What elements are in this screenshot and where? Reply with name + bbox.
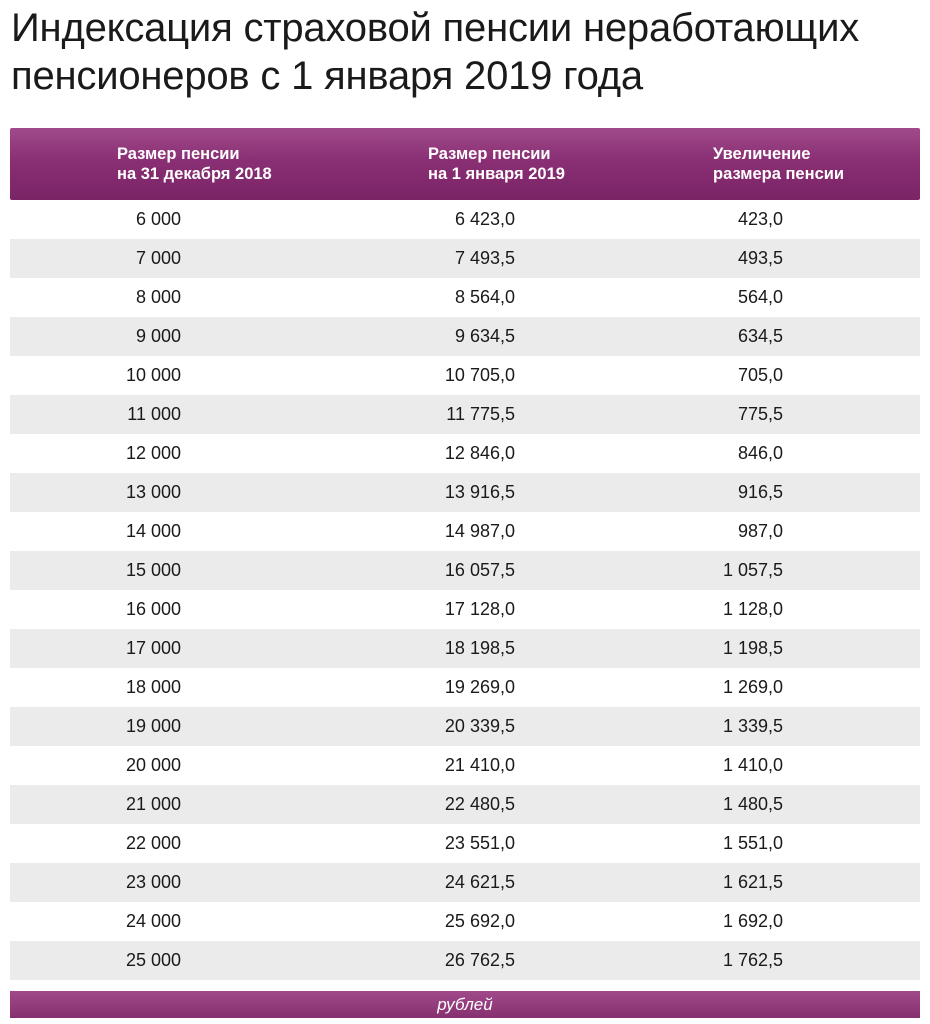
- table-body: [10, 200, 920, 980]
- table-row: [10, 902, 920, 941]
- cell-old-pension: 14 000: [125, 521, 181, 541]
- table-row: [10, 824, 920, 863]
- title-line-1: Индексация страховой пенсии неработающих: [11, 6, 860, 50]
- cell-increase: 634,5: [737, 326, 783, 346]
- table-row: [10, 434, 920, 473]
- page-title: [11, 4, 926, 100]
- cell-new-pension: 19 269,0: [444, 677, 515, 697]
- cell-new-pension: 24 621,5: [444, 872, 515, 892]
- column-header-line: на 1 января 2019: [428, 165, 565, 183]
- cell-new-pension: 22 480,5: [444, 794, 515, 814]
- column-header-line: Размер пенсии: [117, 145, 240, 163]
- cell-new-pension: 13 916,5: [444, 482, 515, 502]
- cell-increase: 1 480,5: [722, 794, 783, 814]
- cell-new-pension: 18 198,5: [444, 638, 515, 658]
- pension-table: [10, 128, 920, 980]
- column-header-line: на 31 декабря 2018: [117, 165, 272, 183]
- table-row: [10, 356, 920, 395]
- cell-increase: 1 339,5: [722, 716, 783, 736]
- cell-new-pension: 6 423,0: [454, 209, 515, 229]
- cell-increase: 987,0: [737, 521, 783, 541]
- cell-old-pension: 19 000: [125, 716, 181, 736]
- cell-increase: 1 198,5: [722, 638, 783, 658]
- cell-old-pension: 17 000: [125, 638, 181, 658]
- cell-old-pension: 23 000: [125, 872, 181, 892]
- cell-old-pension: 20 000: [125, 755, 181, 775]
- cell-new-pension: 20 339,5: [444, 716, 515, 736]
- cell-new-pension: 25 692,0: [444, 911, 515, 931]
- cell-new-pension: 17 128,0: [444, 599, 515, 619]
- cell-new-pension: 23 551,0: [444, 833, 515, 853]
- cell-new-pension: 26 762,5: [444, 950, 515, 970]
- table-row: [10, 785, 920, 824]
- column-header-line: Размер пенсии: [428, 145, 551, 163]
- cell-new-pension: 9 634,5: [454, 326, 515, 346]
- cell-new-pension: 12 846,0: [444, 443, 515, 463]
- table-row: [10, 551, 920, 590]
- cell-increase: 1 128,0: [722, 599, 783, 619]
- cell-old-pension: 22 000: [125, 833, 181, 853]
- cell-new-pension: 14 987,0: [444, 521, 515, 541]
- cell-increase: 1 269,0: [722, 677, 783, 697]
- cell-new-pension: 7 493,5: [454, 248, 515, 268]
- cell-old-pension: 7 000: [135, 248, 181, 268]
- title-line-2: пенсионеров с 1 января 2019 года: [11, 54, 643, 98]
- table-row: [10, 278, 920, 317]
- cell-increase: 493,5: [737, 248, 783, 268]
- cell-increase: 1 057,5: [722, 560, 783, 580]
- cell-increase: 846,0: [737, 443, 783, 463]
- cell-old-pension: 15 000: [125, 560, 181, 580]
- cell-old-pension: 9 000: [135, 326, 181, 346]
- table-row: [10, 941, 920, 980]
- cell-old-pension: 18 000: [125, 677, 181, 697]
- column-header-line: Увеличение: [713, 145, 811, 163]
- table-row: [10, 863, 920, 902]
- table-row: [10, 200, 920, 239]
- table-row: [10, 746, 920, 785]
- cell-old-pension: 16 000: [125, 599, 181, 619]
- cell-increase: 1 410,0: [722, 755, 783, 775]
- cell-increase: 775,5: [737, 404, 783, 424]
- table-row: [10, 590, 920, 629]
- table-row: [10, 512, 920, 551]
- cell-old-pension: 11 000: [127, 404, 181, 424]
- unit-footer: рублей: [10, 991, 920, 1018]
- cell-increase: 564,0: [737, 287, 783, 307]
- table-row: [10, 707, 920, 746]
- cell-new-pension: 8 564,0: [454, 287, 515, 307]
- table-row: [10, 395, 920, 434]
- cell-old-pension: 13 000: [125, 482, 181, 502]
- cell-increase: 1 762,5: [722, 950, 783, 970]
- cell-new-pension: 11 775,5: [446, 404, 515, 424]
- table-row: [10, 629, 920, 668]
- table-row: [10, 668, 920, 707]
- column-header-increase: [713, 144, 844, 184]
- table-row: [10, 239, 920, 278]
- cell-new-pension: 21 410,0: [444, 755, 515, 775]
- column-header-new-pension: [428, 144, 565, 184]
- cell-new-pension: 16 057,5: [444, 560, 515, 580]
- cell-increase: 1 692,0: [722, 911, 783, 931]
- cell-increase: 423,0: [737, 209, 783, 229]
- cell-old-pension: 6 000: [135, 209, 181, 229]
- column-header-line: размера пенсии: [713, 165, 845, 183]
- table-row: [10, 473, 920, 512]
- cell-increase: 1 621,5: [722, 872, 783, 892]
- cell-increase: 1 551,0: [722, 833, 783, 853]
- cell-old-pension: 12 000: [125, 443, 181, 463]
- cell-old-pension: 21 000: [125, 794, 181, 814]
- cell-old-pension: 10 000: [125, 365, 181, 385]
- cell-old-pension: 24 000: [125, 911, 181, 931]
- cell-old-pension: 25 000: [125, 950, 181, 970]
- column-header-old-pension: [117, 144, 272, 184]
- cell-increase: 916,5: [737, 482, 783, 502]
- cell-new-pension: 10 705,0: [444, 365, 515, 385]
- table-row: [10, 317, 920, 356]
- table-header: [10, 128, 920, 200]
- cell-old-pension: 8 000: [135, 287, 181, 307]
- cell-increase: 705,0: [737, 365, 783, 385]
